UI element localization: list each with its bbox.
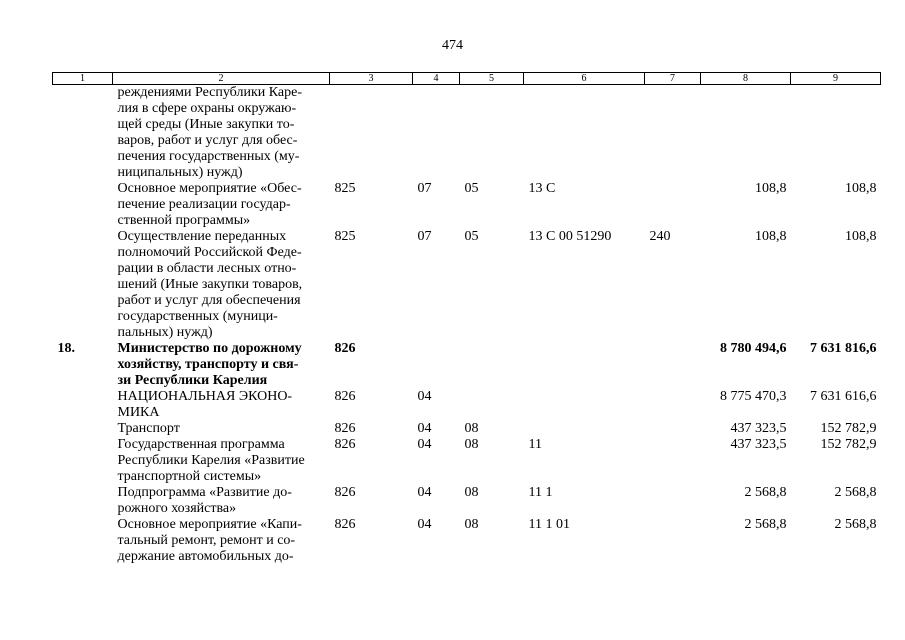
column-number: 8 [701, 73, 791, 85]
amount-year-2: 152 782,9 [820, 421, 877, 436]
target-article-code: 11 1 01 [528, 517, 570, 532]
row-description-text: Осуществление переданных полномочий Российской Феде- рации в области лесных отно- шений (Иные закупки товаров, работ и услуг для обеспечения государственных (муници- пальных) нужд) [117, 229, 303, 340]
row-number [53, 229, 113, 341]
column-number: 2 [113, 73, 330, 85]
table-row [53, 85, 881, 182]
row-description [113, 517, 330, 565]
ministry-code: 826 [334, 517, 356, 532]
expense-type-code [645, 341, 701, 389]
table-row [53, 341, 881, 389]
amount-year-1: 108,8 [755, 229, 787, 244]
column-number: 5 [460, 73, 524, 85]
amount-year-1: 8 780 494,6 [720, 341, 787, 356]
row-description [113, 85, 330, 182]
table-row [53, 421, 881, 437]
row-description-text: НАЦИОНАЛЬНАЯ ЭКОНО- МИКА [117, 389, 293, 420]
row-description-text: Государственная программа Республики Карелия «Развитие транспортной системы» [117, 437, 305, 484]
page-number: 474 [442, 38, 463, 53]
column-number: 6 [524, 73, 645, 85]
ministry-code: 825 [334, 181, 356, 196]
row-description [113, 421, 330, 437]
ministry-code: 825 [334, 229, 356, 244]
amount-year-1: 437 323,5 [730, 437, 787, 452]
expense-type-code [645, 421, 701, 437]
section-code: 04 [417, 437, 432, 452]
section-code: 04 [417, 517, 432, 532]
amount-year-2 [791, 85, 881, 182]
amount-year-2: 152 782,9 [820, 437, 877, 452]
target-article-code: 13 С [528, 181, 556, 196]
expense-type-code [645, 85, 701, 182]
row-description [113, 181, 330, 229]
ministry-code: 826 [334, 485, 356, 500]
subsection-code: 05 [464, 181, 479, 196]
row-description [113, 437, 330, 485]
budget-table [52, 72, 881, 565]
target-article-code: 11 1 [528, 485, 553, 500]
target-article-code: 11 [528, 437, 542, 452]
row-description [113, 229, 330, 341]
target-article-code [524, 341, 645, 389]
row-number [53, 181, 113, 229]
subsection-code: 08 [464, 437, 479, 452]
table-row [53, 181, 881, 229]
column-number: 7 [645, 73, 701, 85]
subsection-code: 08 [464, 485, 479, 500]
ministry-code: 826 [334, 389, 356, 404]
expense-type-code [645, 181, 701, 229]
amount-year-1: 2 568,8 [744, 517, 787, 532]
section-code: 07 [417, 229, 432, 244]
ministry-code: 826 [334, 421, 356, 436]
section-code: 04 [417, 389, 432, 404]
expense-type-code: 240 [649, 229, 671, 244]
ministry-code: 826 [334, 341, 356, 356]
column-number: 9 [791, 73, 881, 85]
row-description-text: Министерство по дорожному хозяйству, транспорту и свя- зи Республики Карелия [117, 341, 302, 388]
expense-type-code [645, 437, 701, 485]
table-row [53, 485, 881, 517]
amount-year-2: 2 568,8 [834, 517, 877, 532]
target-article-code [524, 85, 645, 182]
row-number [53, 389, 113, 421]
expense-type-code [645, 389, 701, 421]
section-code [413, 341, 460, 389]
row-number [53, 85, 113, 182]
amount-year-2: 2 568,8 [834, 485, 877, 500]
row-description-text: Основное мероприятие «Обес- печение реализации государ- ственной программы» [117, 181, 302, 228]
subsection-code: 08 [464, 421, 479, 436]
table-row [53, 517, 881, 565]
ministry-code [330, 85, 413, 182]
target-article-code [524, 389, 645, 421]
subsection-code [460, 341, 524, 389]
subsection-code [460, 85, 524, 182]
expense-type-code [645, 485, 701, 517]
amount-year-1: 8 775 470,3 [720, 389, 787, 404]
column-number: 3 [330, 73, 413, 85]
ministry-code: 826 [334, 437, 356, 452]
subsection-code: 05 [464, 229, 479, 244]
row-description-text: Основное мероприятие «Капи- тальный ремонт, ремонт и со- держание автомобильных до- [117, 517, 302, 564]
column-number-row [53, 73, 881, 85]
row-description-text: Транспорт [117, 421, 180, 436]
amount-year-2: 7 631 816,6 [810, 341, 877, 356]
table-body [53, 85, 881, 566]
expense-type-code [645, 517, 701, 565]
amount-year-1: 108,8 [755, 181, 787, 196]
subsection-code [460, 389, 524, 421]
row-description-text: Подпрограмма «Развитие до- рожного хозяйства» [117, 485, 292, 516]
row-description [113, 485, 330, 517]
table-row [53, 389, 881, 421]
table-row [53, 229, 881, 341]
amount-year-2: 7 631 616,6 [810, 389, 877, 404]
column-number: 4 [413, 73, 460, 85]
row-description [113, 341, 330, 389]
section-code [413, 85, 460, 182]
section-code: 04 [417, 421, 432, 436]
row-description [113, 389, 330, 421]
column-number: 1 [53, 73, 113, 85]
section-code: 07 [417, 181, 432, 196]
amount-year-2: 108,8 [845, 229, 877, 244]
table-row [53, 437, 881, 485]
section-code: 04 [417, 485, 432, 500]
row-number [53, 437, 113, 485]
amount-year-1 [701, 85, 791, 182]
amount-year-1: 437 323,5 [730, 421, 787, 436]
amount-year-2: 108,8 [845, 181, 877, 196]
row-number [53, 485, 113, 517]
amount-year-1: 2 568,8 [744, 485, 787, 500]
row-number [53, 517, 113, 565]
row-number [53, 421, 113, 437]
target-article-code [524, 421, 645, 437]
row-number: 18. [57, 341, 75, 356]
target-article-code: 13 С 00 51290 [528, 229, 612, 244]
subsection-code: 08 [464, 517, 479, 532]
row-description-text: реждениями Республики Каре- лия в сфере охраны окружаю- щей среды (Иные закупки то- варов, работ и услуг для обес- печения государственных (му- ниципальных) нужд) [117, 85, 302, 180]
